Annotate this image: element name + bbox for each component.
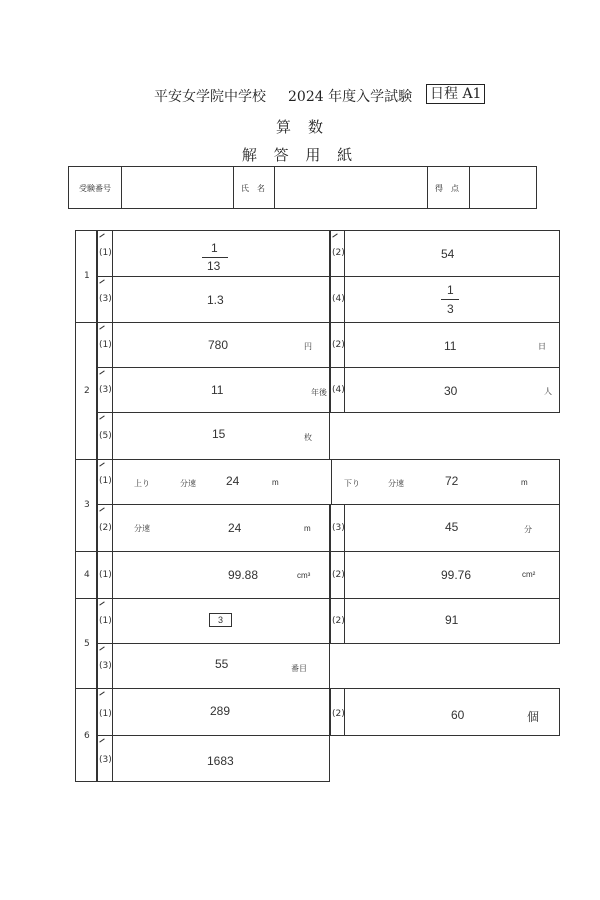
answer-value: 99.76 xyxy=(441,568,472,582)
question-number: (2) xyxy=(332,709,345,719)
answer-unit: 年後 xyxy=(311,388,327,397)
answer-value: 11 xyxy=(444,339,457,353)
divider xyxy=(427,167,428,208)
s6-q2-cell xyxy=(330,688,560,736)
up-label: 上り xyxy=(134,479,150,488)
down-speed-value: 72 xyxy=(445,474,459,488)
s3-q3-cell xyxy=(330,504,560,552)
answer-value: 55 xyxy=(215,657,229,671)
question-number: (1) xyxy=(99,570,112,580)
divider xyxy=(233,167,234,208)
answer-unit: 分 xyxy=(524,525,532,534)
answer-value: 11 xyxy=(211,383,224,397)
up-speed-label: 分速 xyxy=(180,479,196,488)
section-6-label-cell xyxy=(75,688,97,782)
section-label: 1 xyxy=(84,271,90,281)
question-number: (3) xyxy=(99,385,112,395)
up-speed-unit: m xyxy=(272,478,279,487)
answer-unit: cm³ xyxy=(297,571,311,580)
s2-q1-cell xyxy=(97,322,330,368)
subject-title: 算 数 xyxy=(275,118,324,136)
s1-q1-cell xyxy=(97,230,330,277)
answer-unit: 日 xyxy=(538,342,546,351)
question-number: (1) xyxy=(99,709,112,719)
up-speed-value: 24 xyxy=(226,474,240,488)
question-number: (1) xyxy=(99,616,112,626)
section-label: 3 xyxy=(84,500,90,510)
score-label: 得 点 xyxy=(435,184,459,193)
question-number: (2) xyxy=(332,616,345,626)
question-number: (2) xyxy=(332,570,345,580)
question-number: (1) xyxy=(99,476,112,486)
divider xyxy=(331,460,332,504)
exam-name: 2024 年度入学試験 xyxy=(288,89,413,105)
answer-unit: 番目 xyxy=(291,664,307,673)
fraction-denominator: 13 xyxy=(207,259,221,273)
section-2-label-cell xyxy=(75,322,97,460)
s3-q2-cell xyxy=(97,504,330,552)
s1-q3-cell xyxy=(97,276,330,323)
boxed-answer: 3 xyxy=(209,613,232,627)
fraction-bar xyxy=(441,299,459,300)
answer-value: 24 xyxy=(228,521,242,535)
section-5-label-cell xyxy=(75,598,97,689)
question-number: (4) xyxy=(332,385,345,395)
score-field[interactable] xyxy=(470,167,536,208)
speed-label: 分速 xyxy=(134,524,150,533)
s5-q2-cell xyxy=(330,598,560,644)
answer-unit: cm² xyxy=(522,570,536,579)
s2-q2-cell xyxy=(330,322,560,368)
answer-value: 1.3 xyxy=(207,293,224,307)
section-1-label-cell xyxy=(75,230,97,323)
fraction-bar xyxy=(202,257,228,258)
s6-q1-cell xyxy=(97,688,330,736)
answer-value: 30 xyxy=(444,384,458,398)
answer-value: 91 xyxy=(445,613,459,627)
answer-unit: m xyxy=(304,524,311,533)
answer-value: 99.88 xyxy=(228,568,259,582)
question-number: (1) xyxy=(99,340,112,350)
exam-number-field[interactable] xyxy=(122,167,232,208)
fraction-numerator: 1 xyxy=(447,283,454,297)
section-label: 5 xyxy=(84,639,90,649)
s6-q3-cell xyxy=(97,735,330,782)
s4-q1-cell xyxy=(97,551,330,599)
answer-unit: 円 xyxy=(304,342,312,351)
s2-q3-cell xyxy=(97,367,330,413)
section-label: 2 xyxy=(84,386,90,396)
name-field[interactable] xyxy=(275,167,427,208)
schedule-badge: 日程 A1 xyxy=(426,84,485,104)
question-number: (2) xyxy=(99,523,112,533)
question-number: (3) xyxy=(99,755,112,765)
question-number: (2) xyxy=(332,340,345,350)
answer-unit: 人 xyxy=(544,387,552,396)
down-speed-label: 分速 xyxy=(388,479,404,488)
answer-unit: 枚 xyxy=(304,433,312,442)
answer-value: 15 xyxy=(212,427,226,441)
section-label: 6 xyxy=(84,731,90,741)
answer-value: 1683 xyxy=(207,754,234,768)
s5-q1-cell xyxy=(97,598,330,644)
question-number: (5) xyxy=(99,431,112,441)
question-number: (1) xyxy=(99,248,112,258)
section-3-label-cell xyxy=(75,459,97,552)
answer-value: 289 xyxy=(210,704,231,718)
school-name: 平安女学院中学校 xyxy=(154,89,266,105)
answer-value: 780 xyxy=(208,338,229,352)
section-4-label-cell xyxy=(75,551,97,599)
question-number: (2) xyxy=(332,248,345,258)
info-row xyxy=(68,166,537,209)
fraction-denominator: 3 xyxy=(447,302,454,316)
answer-value: 45 xyxy=(445,520,459,534)
question-number: (4) xyxy=(332,294,345,304)
question-number: (3) xyxy=(332,523,345,533)
answer-value: 60 xyxy=(451,708,465,722)
answer-value: 54 xyxy=(441,247,455,261)
exam-number-label: 受験番号 xyxy=(79,184,111,193)
question-number: (3) xyxy=(99,294,112,304)
s3-q1-cell xyxy=(97,459,560,505)
s4-q2-cell xyxy=(330,551,560,599)
fraction-numerator: 1 xyxy=(211,241,218,255)
answer-unit: 個 xyxy=(527,710,540,724)
s5-q3-cell xyxy=(97,643,330,689)
question-number: (3) xyxy=(99,661,112,671)
down-label: 下り xyxy=(344,479,360,488)
section-label: 4 xyxy=(84,570,90,580)
exam-title-line xyxy=(150,84,490,106)
s2-q4-cell xyxy=(330,367,560,413)
s2-q5-cell xyxy=(97,412,330,460)
s1-q4-cell xyxy=(330,276,560,323)
sheet-title: 解 答 用 紙 xyxy=(241,146,359,164)
name-label: 氏 名 xyxy=(241,184,265,193)
down-speed-unit: m xyxy=(521,478,528,487)
s1-q2-cell xyxy=(330,230,560,277)
